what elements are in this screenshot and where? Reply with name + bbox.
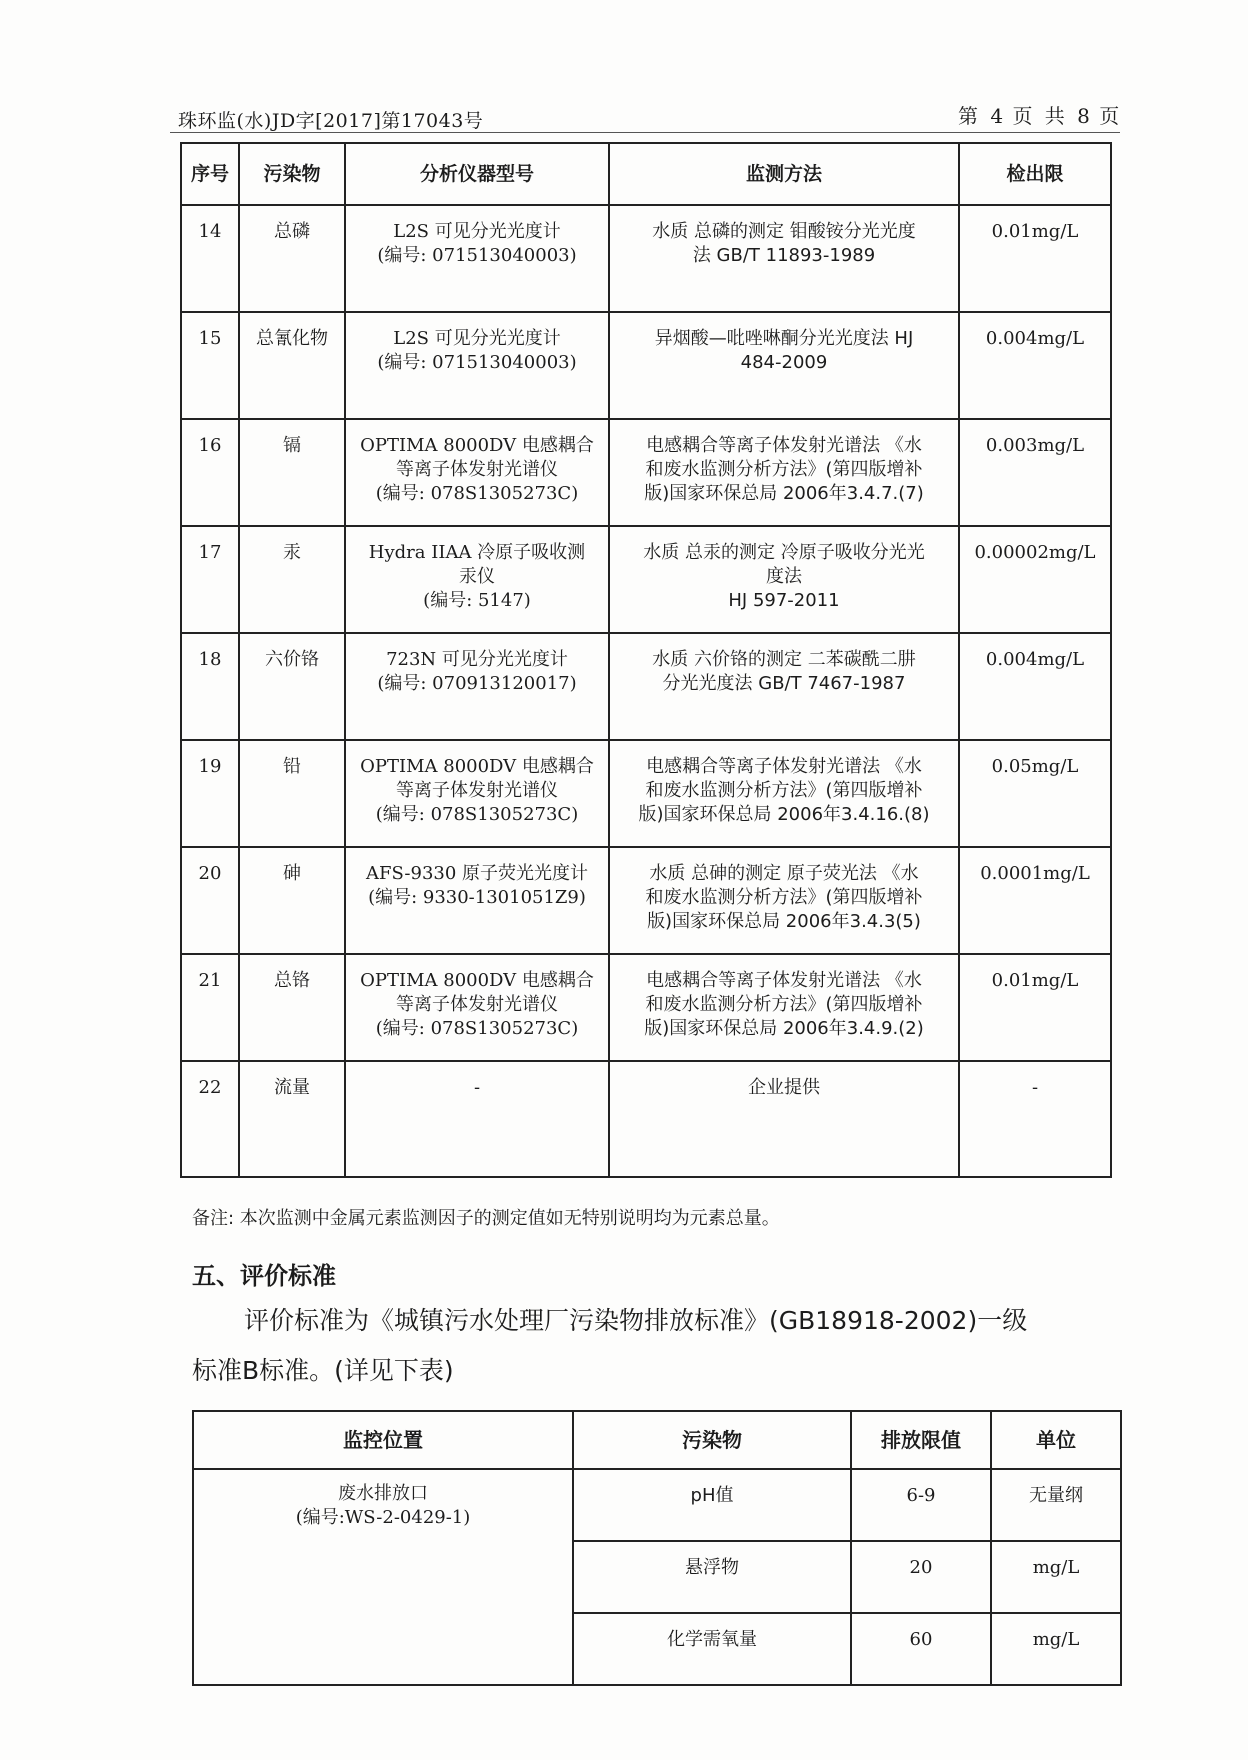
cell-line: 版)国家环保总局 2006年3.4.16.(8) (638, 804, 930, 825)
page-total: 8 (1077, 104, 1090, 128)
cell-method (609, 312, 959, 419)
cell-unit: 无量纲 (991, 1469, 1121, 1541)
cell-line: 电感耦合等离子体发射光谱法 《水 (646, 435, 922, 456)
cell-no: 19 (181, 740, 239, 847)
page-prefix: 第 (958, 104, 981, 128)
cell-limit: 0.003mg/L (959, 419, 1111, 526)
col-header-std-limit: 排放限值 (851, 1411, 991, 1469)
cell-method (609, 954, 959, 1061)
cell-line: 723N 可见分光光度计 (386, 649, 568, 670)
cell-line: (编号: 078S1305273C) (375, 1018, 579, 1039)
cell-pollutant: 砷 (239, 847, 345, 954)
cell-std-limit: 20 (851, 1541, 991, 1613)
table-row (181, 205, 1111, 312)
cell-pollutant: 总磷 (239, 205, 345, 312)
cell-line: 版)国家环保总局 2006年3.4.3(5) (647, 911, 921, 932)
table-row (181, 419, 1111, 526)
cell-no: 21 (181, 954, 239, 1061)
cell-line: (编号: 078S1305273C) (375, 804, 579, 825)
standard-table (192, 1410, 1122, 1686)
cell-std-limit: 60 (851, 1613, 991, 1685)
cell-no: 20 (181, 847, 239, 954)
page-mid: 页 共 (1012, 104, 1068, 128)
cell-unit: mg/L (991, 1541, 1121, 1613)
cell-line: 版)国家环保总局 2006年3.4.9.(2) (644, 1018, 924, 1039)
cell-method (609, 419, 959, 526)
method-table-header (181, 143, 1111, 205)
cell-method (609, 205, 959, 312)
cell-instrument (345, 312, 609, 419)
cell-instrument (345, 526, 609, 633)
cell-instrument (345, 633, 609, 740)
cell-method (609, 740, 959, 847)
standard-table-header (193, 1411, 1121, 1469)
cell-limit: - (959, 1061, 1111, 1177)
cell-line: (编号: 070913120017) (377, 673, 577, 694)
col-header-pollutant: 污染物 (239, 143, 345, 205)
page-indicator (958, 100, 1122, 129)
cell-line: 等离子体发射光谱仪 (396, 459, 558, 480)
cell-pollutant: 总铬 (239, 954, 345, 1061)
col-header-no: 序号 (181, 143, 239, 205)
cell-pollutant: 镉 (239, 419, 345, 526)
cell-line: (编号: 5147) (423, 590, 531, 611)
table-row (181, 740, 1111, 847)
cell-line: 版)国家环保总局 2006年3.4.7.(7) (644, 483, 924, 504)
cell-limit: 0.01mg/L (959, 954, 1111, 1061)
cell-line: 分光光度法 GB/T 7467-1987 (662, 673, 906, 694)
cell-limit: 0.004mg/L (959, 633, 1111, 740)
col-header-location: 监控位置 (193, 1411, 573, 1469)
table-row (181, 1061, 1111, 1177)
location-code: (编号:WS-2-0429-1) (295, 1507, 471, 1528)
cell-line: 企业提供 (748, 1077, 820, 1098)
cell-line: 和废水监测分析方法》(第四版增补 (645, 459, 923, 480)
cell-method (609, 1061, 959, 1177)
cell-limit: 0.01mg/L (959, 205, 1111, 312)
cell-line: 和废水监测分析方法》(第四版增补 (645, 780, 923, 801)
cell-line: 水质 总汞的测定 冷原子吸收分光光 (643, 542, 925, 563)
cell-line: 汞仪 (459, 566, 495, 587)
cell-line: 法 GB/T 11893-1989 (692, 245, 876, 266)
cell-instrument (345, 954, 609, 1061)
cell-line: 和废水监测分析方法》(第四版增补 (645, 887, 923, 908)
cell-line: OPTIMA 8000DV 电感耦合 (360, 970, 594, 991)
cell-instrument (345, 847, 609, 954)
cell-method (609, 526, 959, 633)
cell-line: 和废水监测分析方法》(第四版增补 (645, 994, 923, 1015)
cell-unit: mg/L (991, 1613, 1121, 1685)
cell-no: 17 (181, 526, 239, 633)
cell-instrument (345, 1061, 609, 1177)
standard-table-body (193, 1469, 1121, 1685)
cell-pollutant: 铅 (239, 740, 345, 847)
cell-std-pollutant: 悬浮物 (573, 1541, 851, 1613)
table-row (181, 312, 1111, 419)
cell-line: (编号: 9330-1301051Z9) (368, 887, 586, 908)
cell-line: (编号: 078S1305273C) (375, 483, 579, 504)
table-row (181, 633, 1111, 740)
table-row (181, 954, 1111, 1061)
cell-no: 22 (181, 1061, 239, 1177)
cell-limit: 0.004mg/L (959, 312, 1111, 419)
cell-line: L2S 可见分光光度计 (393, 328, 561, 349)
cell-line: OPTIMA 8000DV 电感耦合 (360, 756, 594, 777)
col-header-limit: 检出限 (959, 143, 1111, 205)
cell-no: 18 (181, 633, 239, 740)
cell-line: AFS-9330 原子荧光光度计 (365, 863, 589, 884)
header-divider (170, 132, 1120, 133)
cell-line: 异烟酸—吡唑啉酮分光光度法 HJ (654, 328, 914, 349)
col-header-unit: 单位 (991, 1411, 1121, 1469)
col-header-instrument: 分析仪器型号 (345, 143, 609, 205)
cell-method (609, 847, 959, 954)
cell-pollutant: 总氰化物 (239, 312, 345, 419)
cell-std-limit: 6-9 (851, 1469, 991, 1541)
cell-instrument (345, 205, 609, 312)
table-row (181, 847, 1111, 954)
cell-line: HJ 597-2011 (728, 590, 840, 611)
cell-line: - (473, 1077, 481, 1098)
page-current: 4 (990, 104, 1004, 128)
section-paragraph (192, 1296, 1122, 1396)
cell-std-pollutant: 化学需氧量 (573, 1613, 851, 1685)
cell-line: Hydra IIAA 冷原子吸收测 (368, 542, 586, 563)
cell-no: 15 (181, 312, 239, 419)
cell-pollutant: 六价铬 (239, 633, 345, 740)
cell-limit: 0.05mg/L (959, 740, 1111, 847)
cell-limit: 0.0001mg/L (959, 847, 1111, 954)
table-row (181, 526, 1111, 633)
cell-location (193, 1469, 573, 1685)
cell-pollutant: 流量 (239, 1061, 345, 1177)
cell-no: 14 (181, 205, 239, 312)
cell-line: 水质 总砷的测定 原子荧光法 《水 (649, 863, 919, 884)
table-row (193, 1469, 1121, 1541)
cell-line: 水质 六价铬的测定 二苯碳酰二肼 (652, 649, 916, 670)
cell-method (609, 633, 959, 740)
cell-pollutant: 汞 (239, 526, 345, 633)
cell-instrument (345, 419, 609, 526)
cell-instrument (345, 740, 609, 847)
cell-line: (编号: 071513040003) (377, 352, 577, 373)
cell-line: 水质 总磷的测定 钼酸铵分光光度 (652, 221, 916, 242)
col-header-method: 监测方法 (609, 143, 959, 205)
cell-line: 电感耦合等离子体发射光谱法 《水 (646, 970, 922, 991)
method-table-body (181, 205, 1111, 1177)
cell-line: 等离子体发射光谱仪 (396, 780, 558, 801)
location-name: 废水排放口 (338, 1483, 428, 1504)
cell-line: OPTIMA 8000DV 电感耦合 (360, 435, 594, 456)
cell-limit: 0.00002mg/L (959, 526, 1111, 633)
table-note: 备注: 本次监测中金属元素监测因子的测定值如无特别说明均为元素总量。 (192, 1208, 780, 1229)
col-header-std-pollutant: 污染物 (573, 1411, 851, 1469)
cell-line: L2S 可见分光光度计 (393, 221, 561, 242)
page-suffix: 页 (1099, 104, 1123, 128)
paragraph-line-2: 标准B标准。(详见下表) (192, 1356, 454, 1385)
cell-line: 度法 (766, 566, 802, 587)
method-table (180, 142, 1112, 1178)
cell-line: (编号: 071513040003) (377, 245, 577, 266)
section-title: 五、评价标准 (192, 1262, 336, 1290)
cell-std-pollutant: pH值 (573, 1469, 851, 1541)
document-number: 珠环监(水)JD字[2017]第17043号 (178, 110, 484, 132)
cell-line: 等离子体发射光谱仪 (396, 994, 558, 1015)
cell-line: 电感耦合等离子体发射光谱法 《水 (646, 756, 922, 777)
paragraph-line-1: 评价标准为《城镇污水处理厂污染物排放标准》(GB18918-2002)一级 (244, 1306, 1028, 1335)
cell-no: 16 (181, 419, 239, 526)
cell-line: 484-2009 (740, 352, 828, 373)
